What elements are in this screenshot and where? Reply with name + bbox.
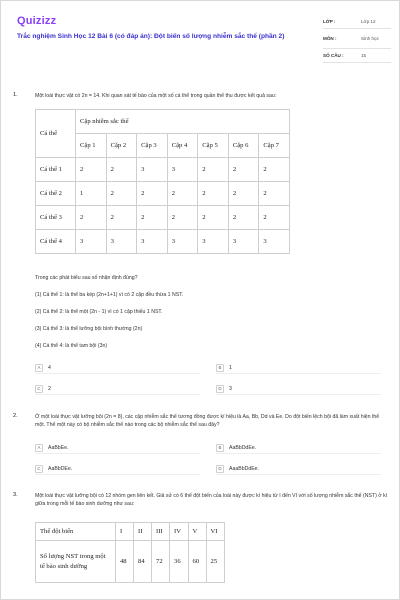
table-column-header: V xyxy=(188,523,206,541)
option-letter: A xyxy=(35,364,43,372)
table-cell: 3 xyxy=(106,230,137,254)
option-letter: D xyxy=(216,465,224,473)
question-3-table xyxy=(35,522,225,583)
row-label: Cá thể 3 xyxy=(36,206,76,230)
option-letter: A xyxy=(35,444,43,452)
table-cell: 3 xyxy=(228,230,259,254)
option-letter: D xyxy=(216,385,224,393)
table-row xyxy=(36,230,290,254)
table-row xyxy=(36,182,290,206)
table-group-header: Cặp nhiễm sắc thể xyxy=(76,110,290,134)
answer-option-b[interactable] xyxy=(216,442,381,454)
quizizz-logo: Quizizz xyxy=(17,15,57,27)
table-column-header: II xyxy=(134,523,152,541)
meta-class-label: LỚP : xyxy=(323,19,336,24)
option-text: AaBbDdEe. xyxy=(229,444,257,451)
table-cell: 3 xyxy=(167,230,198,254)
question-prompt: Trong các phát biểu sau số nhận định đúng? xyxy=(35,275,138,281)
table-cell: 2 xyxy=(137,206,168,230)
table-cell: 2 xyxy=(137,182,168,206)
table-cell: 3 xyxy=(259,230,290,254)
table-column-header: Cặp 6 xyxy=(228,134,259,158)
row-label: Cá thể 4 xyxy=(36,230,76,254)
question-1-table xyxy=(35,109,290,254)
table-cell: 2 xyxy=(228,158,259,182)
table-cell: 2 xyxy=(76,158,107,182)
table-row xyxy=(36,206,290,230)
table-cell: 2 xyxy=(228,182,259,206)
table-column-header: Cặp 4 xyxy=(167,134,198,158)
meta-count-value: 15 xyxy=(361,52,367,58)
table-cell: 2 xyxy=(167,206,198,230)
question-number: 3. xyxy=(13,492,18,498)
table-cell: 48 xyxy=(116,541,134,583)
meta-subject-value: Sinh học xyxy=(361,35,379,41)
table-cell: 2 xyxy=(259,158,290,182)
table-cell: 3 xyxy=(198,230,229,254)
table-column-header: I xyxy=(116,523,134,541)
table-row xyxy=(36,523,225,541)
statement: (2) Cá thể 2: là thể một (2n - 1) vì có 1 cặp thiếu 1 NST. xyxy=(35,309,163,315)
table-cell: 3 xyxy=(137,158,168,182)
table-corner-header: Cá thể xyxy=(36,110,76,158)
worksheet-title: Trắc nghiệm Sinh Học 12 Bài 6 (có đáp án): Đột biến số lượng nhiễm sắc thể (phần 2) xyxy=(17,33,285,40)
table-cell: 2 xyxy=(198,206,229,230)
table-cell: 2 xyxy=(198,158,229,182)
table-cell: 3 xyxy=(167,158,198,182)
table-cell: 2 xyxy=(106,206,137,230)
answer-option-a[interactable] xyxy=(35,442,200,454)
option-letter: C xyxy=(35,385,43,393)
meta-count-row xyxy=(323,49,391,63)
table-cell: 84 xyxy=(134,541,152,583)
meta-class-row xyxy=(323,15,391,29)
row-label: Cá thể 1 xyxy=(36,158,76,182)
table-cell: 2 xyxy=(106,182,137,206)
table-column-header: Cặp 3 xyxy=(137,134,168,158)
table-cell: 2 xyxy=(228,206,259,230)
table-cell: 2 xyxy=(259,182,290,206)
statement: (1) Cá thể 1: là thể ba kép (2n+1+1) vì có 2 cặp đều thừa 1 NST. xyxy=(35,292,184,298)
option-text: AaBbDEe. xyxy=(48,465,73,472)
row-label: Cá thể 2 xyxy=(36,182,76,206)
option-text: 2 xyxy=(48,385,51,392)
table-column-header: III xyxy=(152,523,170,541)
table-cell: 3 xyxy=(137,230,168,254)
table-row xyxy=(36,158,290,182)
meta-count-label: SỐ CÂU : xyxy=(323,53,344,58)
question-number: 1. xyxy=(13,92,18,98)
answer-option-d[interactable] xyxy=(216,383,381,395)
question-text: Ở một loài thực vật lưỡng bội (2n = 8), các cặp nhiễm sắc thể tương đồng được kí hiệu là Aa, Bb, Dd và Ee. Do đột biến lệch bội đã làm xuất hiện thể một. Thể một này có bộ nhiễm sắc thể nào trong các bộ nhiễm sắc thể sau đây? xyxy=(35,414,380,428)
table-column-header: Cặp 5 xyxy=(198,134,229,158)
answer-option-a[interactable] xyxy=(35,362,200,374)
table-cell: 3 xyxy=(76,230,107,254)
row-label: Số lượng NST trong một tế bào sinh dưỡng xyxy=(36,541,116,583)
option-text: 3 xyxy=(229,385,232,392)
table-cell: 1 xyxy=(76,182,107,206)
question-text: Một loài thực vật có 2n = 14. Khi quan sát tế bào của một số cá thể trong quần thể thu được kết quả sau: xyxy=(35,93,277,99)
statement: (3) Cá thể 3: là thể lưỡng bội bình thường (2n) xyxy=(35,326,143,332)
table-cell: 2 xyxy=(167,182,198,206)
question-number: 2. xyxy=(13,413,18,419)
table-cell: 2 xyxy=(76,206,107,230)
option-letter: B xyxy=(216,364,224,372)
table-column-header: VI xyxy=(206,523,224,541)
answer-option-d[interactable] xyxy=(216,463,381,475)
table-cell: 72 xyxy=(152,541,170,583)
table-cell: 2 xyxy=(106,158,137,182)
answer-option-c[interactable] xyxy=(35,383,200,395)
table-column-header: Cặp 7 xyxy=(259,134,290,158)
option-letter: B xyxy=(216,444,224,452)
table-cell: 2 xyxy=(198,182,229,206)
statement: (4) Cá thể 4: là thể tam bội (3n) xyxy=(35,343,108,349)
option-text: 4 xyxy=(48,364,51,371)
option-text: 1 xyxy=(229,364,232,371)
meta-subject-label: MÔN : xyxy=(323,36,337,41)
question-text: Một loài thực vật lưỡng bội có 12 nhóm gen liên kết. Giả sử có 6 thể đột biến của loài này được kí hiệu từ I đến VI với số lượng nhiễm sắc thể (NST) ở kì giữa trong mỗi tế bào sinh dưỡng như sau: xyxy=(35,493,388,507)
table-column-header: IV xyxy=(170,523,188,541)
option-text: AaBbEe. xyxy=(48,444,69,451)
answer-option-c[interactable] xyxy=(35,463,200,475)
table-row xyxy=(36,541,225,583)
table-cell: 25 xyxy=(206,541,224,583)
table-cell: 2 xyxy=(259,206,290,230)
table-cell: 36 xyxy=(170,541,188,583)
table-column-header: Cặp 2 xyxy=(106,134,137,158)
meta-class-value: Lớp 12 xyxy=(361,18,376,24)
answer-option-b[interactable] xyxy=(216,362,381,374)
table-column-header: Cặp 1 xyxy=(76,134,107,158)
worksheet-meta xyxy=(323,15,391,63)
meta-subject-row xyxy=(323,29,391,49)
row-label: Thể đột biến xyxy=(36,523,116,541)
option-text: AaaBbDdEe. xyxy=(229,465,259,472)
table-cell: 60 xyxy=(188,541,206,583)
option-letter: C xyxy=(35,465,43,473)
